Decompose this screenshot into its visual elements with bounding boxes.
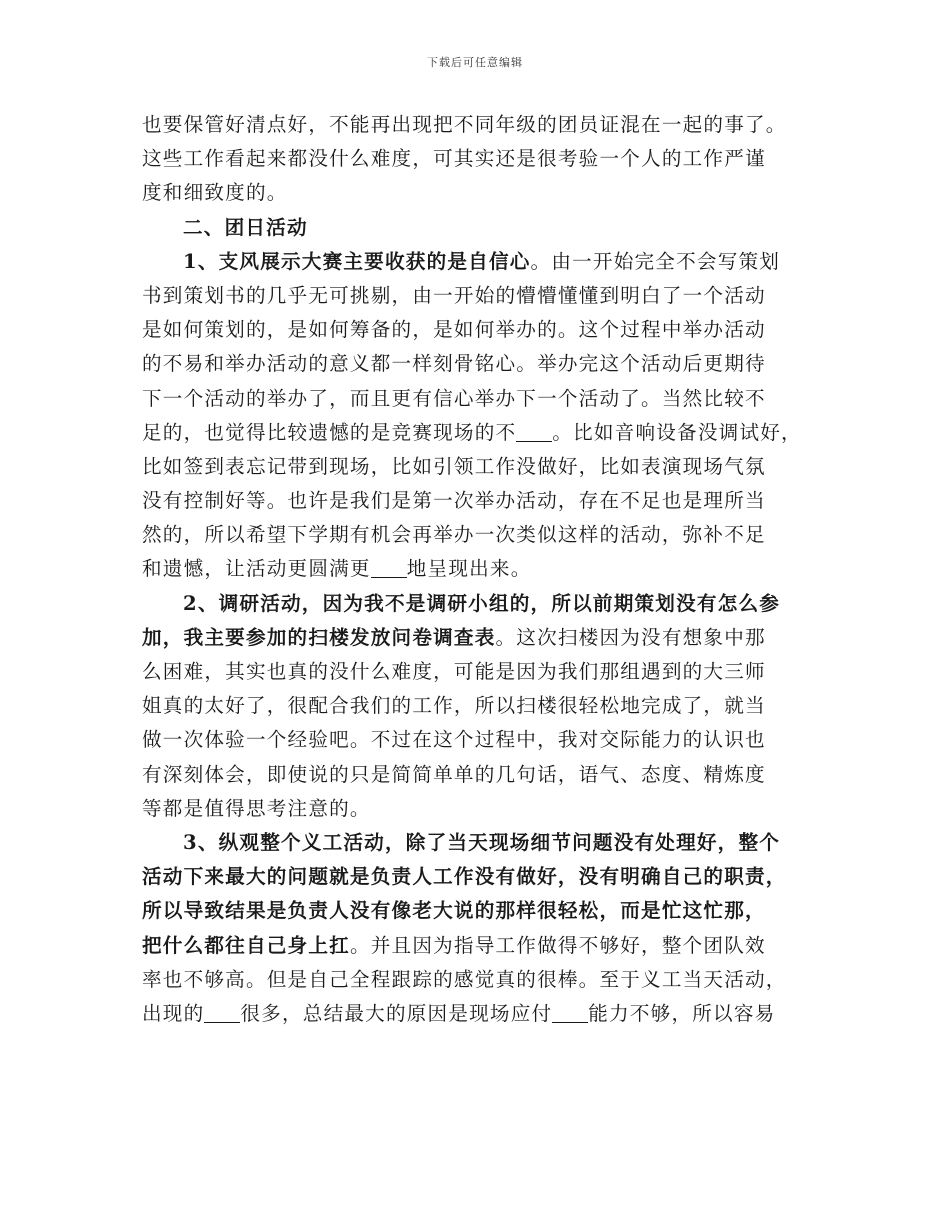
text-segment: 做一次体验一个经验吧。不过在这个过程中，我对交际能力的认识也 xyxy=(142,728,766,752)
text-segment: 的不易和举办活动的意义都一样刻骨铭心。举办完这个活动后更期待 xyxy=(142,352,766,376)
text-line xyxy=(142,587,810,621)
bold-text-segment: 所以导致结果是负责人没有像老大说的那样很轻松，而是忙这忙那， xyxy=(142,899,766,923)
text-segment: 率也不够高。但是自己全程跟踪的感觉真的很棒。至于义工当天活动， xyxy=(142,967,787,991)
bold-text-segment: 二、团日活动 xyxy=(183,215,308,239)
fill-in-blank xyxy=(371,558,407,579)
text-line xyxy=(142,245,810,279)
text-line xyxy=(142,894,810,928)
text-line xyxy=(142,655,810,689)
text-segment: 是如何策划的，是如何筹备的，是如何举办的。这个过程中举办活动 xyxy=(142,318,766,342)
text-segment: 度和细致度的。 xyxy=(142,181,288,205)
fill-in-blank xyxy=(204,1002,240,1023)
text-line xyxy=(142,929,810,963)
bold-text-segment: 3、纵观整个义工活动，除了当天现场细节问题没有处理好，整个 xyxy=(183,830,781,854)
text-line xyxy=(142,382,810,416)
text-segment: 。由一开始完全不会写策划 xyxy=(530,249,781,273)
bold-text-segment: 活动下来最大的问题就是负责人工作没有做好，没有明确自己的职责， xyxy=(142,865,787,889)
bold-text-segment: 1、支风展示大赛主要收获的是自信心 xyxy=(183,249,531,273)
text-line xyxy=(142,279,810,313)
text-line xyxy=(142,552,810,586)
text-segment: 。并且因为指导工作做得不够好，整个团队效 xyxy=(349,933,766,957)
text-line xyxy=(142,826,810,860)
text-segment: 。比如音响设备没调试好， xyxy=(552,420,802,444)
text-line xyxy=(142,313,810,347)
text-segment: 地呈现出来。 xyxy=(406,557,532,581)
text-line xyxy=(142,689,810,723)
text-segment: 这些工作看起来都没什么难度，可其实还是很考验一个人的工作严谨 xyxy=(142,147,766,171)
text-line xyxy=(142,176,810,210)
fill-in-blank xyxy=(516,421,552,442)
fill-in-blank xyxy=(552,1002,588,1023)
text-segment: 有深刻体会，即使说的只是简简单单的几句话，语气、态度、精炼度 xyxy=(142,762,766,786)
text-segment: 书到策划书的几乎无可挑剔，由一开始的懵懵懂懂到明白了一个活动 xyxy=(142,283,766,307)
text-line xyxy=(142,997,810,1031)
bold-text-segment: 2、调研活动，因为我不是调研小组的，所以前期策划没有怎么参 xyxy=(183,591,781,615)
text-line xyxy=(142,484,810,518)
text-line xyxy=(142,792,810,826)
text-segment: 。这次扫楼因为没有想象中那 xyxy=(495,625,766,649)
text-segment: 出现的 xyxy=(142,1001,205,1025)
document-body xyxy=(142,108,810,1031)
text-segment: 等都是值得思考注意的。 xyxy=(142,796,371,820)
text-segment: 足的，也觉得比较遗憾的是竞赛现场的不 xyxy=(142,420,517,444)
text-line xyxy=(142,142,810,176)
text-line xyxy=(142,723,810,757)
text-segment: 么困难，其实也真的没什么难度，可能是因为我们那组遇到的大三师 xyxy=(142,660,766,683)
text-line xyxy=(142,211,810,245)
text-segment: 和遗憾，让活动更圆满更 xyxy=(142,557,371,581)
text-line xyxy=(142,860,810,894)
bold-text-segment: 加，我主要参加的扫楼发放问卷调查表 xyxy=(142,625,496,649)
text-segment: 然的，所以希望下学期有机会再举办一次类似这样的活动，弥补不足 xyxy=(142,523,766,547)
text-segment: 没有控制好等。也许是我们是第一次举办活动，存在不足也是理所当 xyxy=(142,489,766,513)
text-segment: 也要保管好清点好，不能再出现把不同年级的团员证混在一起的事了。 xyxy=(142,113,787,136)
text-segment: 很多，总结最大的原因是现场应付 xyxy=(240,1001,553,1025)
text-line xyxy=(142,758,810,792)
page-header: 下载后可任意编辑 xyxy=(427,56,523,69)
text-line xyxy=(142,450,810,484)
text-segment: 能力不够，所以容易 xyxy=(588,1001,776,1025)
text-line xyxy=(142,963,810,997)
text-segment: 比如签到表忘记带到现场，比如引领工作没做好，比如表演现场气氛 xyxy=(142,454,766,478)
text-segment: 下一个活动的举办了，而且更有信心举办下一个活动了。当然比较不 xyxy=(142,386,766,410)
bold-text-segment: 把什么都往自己身上扛 xyxy=(142,933,350,957)
text-segment: 姐真的太好了，很配合我们的工作，所以扫楼很轻松地完成了，就当 xyxy=(142,694,766,718)
text-line xyxy=(142,108,810,142)
text-line xyxy=(142,416,810,450)
text-line xyxy=(142,347,810,381)
text-line xyxy=(142,518,810,552)
text-line xyxy=(142,621,810,655)
